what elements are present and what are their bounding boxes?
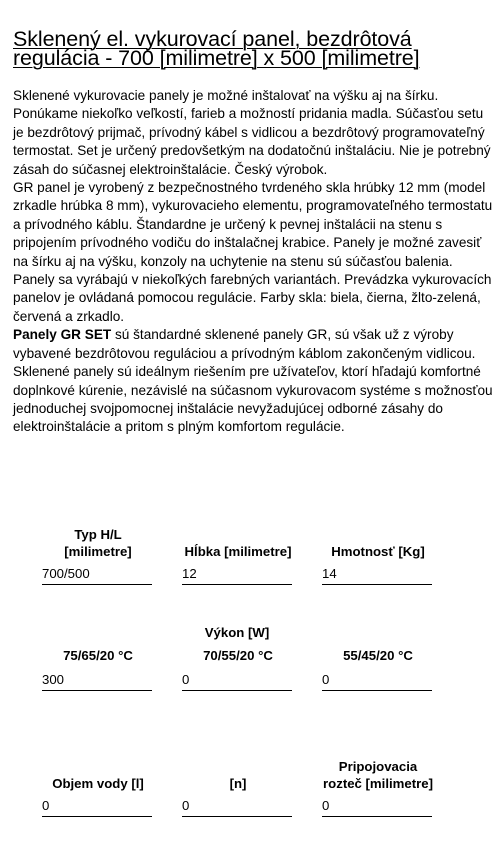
spec-row-power — [42, 646, 442, 694]
product-page — [13, 27, 493, 437]
description-paragraph: Sklenené vykurovacie panely je možné inštalovať na výšku aj na šírku. Ponúkame niekoľko veľkostí, farieb a možností pridania madla. Súčasťou setu je bezdrôtový prijmač, prívodný kábel s vidlicou a bezdrôtový programovateľný termostat. Set je určený predovšetkým na dodatočnú inštaláciu. Nie je potrebný zásah do súčasnej elektroinštalácie. Český výrobok. — [13, 88, 491, 177]
spec-value: 0 — [322, 798, 432, 817]
spec-label: [n] — [229, 776, 247, 791]
spec-roztec — [322, 736, 432, 792]
spec-power-55 — [322, 646, 432, 664]
spec-value: 14 — [322, 566, 432, 585]
spec-row-connection — [42, 736, 442, 816]
set-name: Panely GR SET — [13, 327, 112, 343]
spec-n — [182, 736, 292, 792]
spec-value: 0 — [42, 798, 152, 817]
spec-value: 700/500 — [42, 566, 152, 585]
spec-hlbka — [182, 520, 292, 560]
spec-value: 12 — [182, 566, 292, 585]
spec-label: Objem vody [l] — [52, 776, 144, 791]
product-description — [13, 87, 495, 437]
spec-typ — [42, 520, 152, 560]
description-paragraph: GR panel je vyrobený z bezpečnostného tvrdeného skla hrúbky 12 mm (model zrkadle hrúbka 8 mm), vykurovacieho elementu, programovateľného termostatu a prívodného káblu. Štandardne je určený k pevnej inštalácii na stenu s pripojením prívodného vodiču do inštalačnej krabice. Panely je možné zavesiť na šírku aj na výšku, konzoly na uchytenie na stenu sú súčasťou balenia. Panely sa vyrábajú v niekoľkých farebných variantách. Prevádzka vykurovacích panelov je ovládaná pomocou regulácie. Farby skla: biela, čierna, žlto-zelená, červená a zrkadlo. — [13, 180, 493, 324]
spec-label: Hĺbka [milimetre] — [184, 544, 292, 559]
spec-label: 75/65/20 °C — [63, 648, 133, 663]
spec-objem — [42, 736, 152, 792]
spec-label: 70/55/20 °C — [203, 648, 273, 663]
vykon-group-label: Výkon [W] — [204, 625, 270, 640]
description-paragraph — [13, 326, 495, 436]
spec-label: Typ H/L [milimetre] — [64, 527, 132, 559]
spec-value: 300 — [42, 672, 152, 691]
spec-value: 0 — [182, 798, 292, 817]
product-title: Sklenený el. vykurovací panel, bezdrôtová regulácia - 700 [milimetre] x 500 [milimetre] — [13, 27, 420, 70]
spec-value: 0 — [322, 672, 432, 691]
spec-power-75 — [42, 646, 152, 664]
spec-value: 0 — [182, 672, 292, 691]
spec-label: Hmotnosť [Kg] — [331, 544, 425, 559]
set-description: sú štandardné sklenené panely GR, sú však už z výroby vybavené bezdrôtovou reguláciou a prívodným káblom zakončeným vidlicou. Sklenené panely sú ideálnym riešením pre užívateľov, ktorí hľadajú komfortné doplnkové kúrenie, nezávislé na súčasnom vykurovacom systéme s možnosťou jednoduchej svojpomocnej inštalácie nevyžadujúcej odborné zásahy do elektroinštalácie a pritom s plným komfortom regulácie. — [13, 327, 493, 435]
spec-label: 55/45/20 °C — [343, 648, 413, 663]
spec-label: Pripojovacia rozteč [milimetre] — [323, 759, 433, 791]
spec-power-70 — [182, 646, 292, 664]
spec-hmotnost — [322, 520, 432, 560]
spec-row-dimensions — [42, 520, 442, 582]
